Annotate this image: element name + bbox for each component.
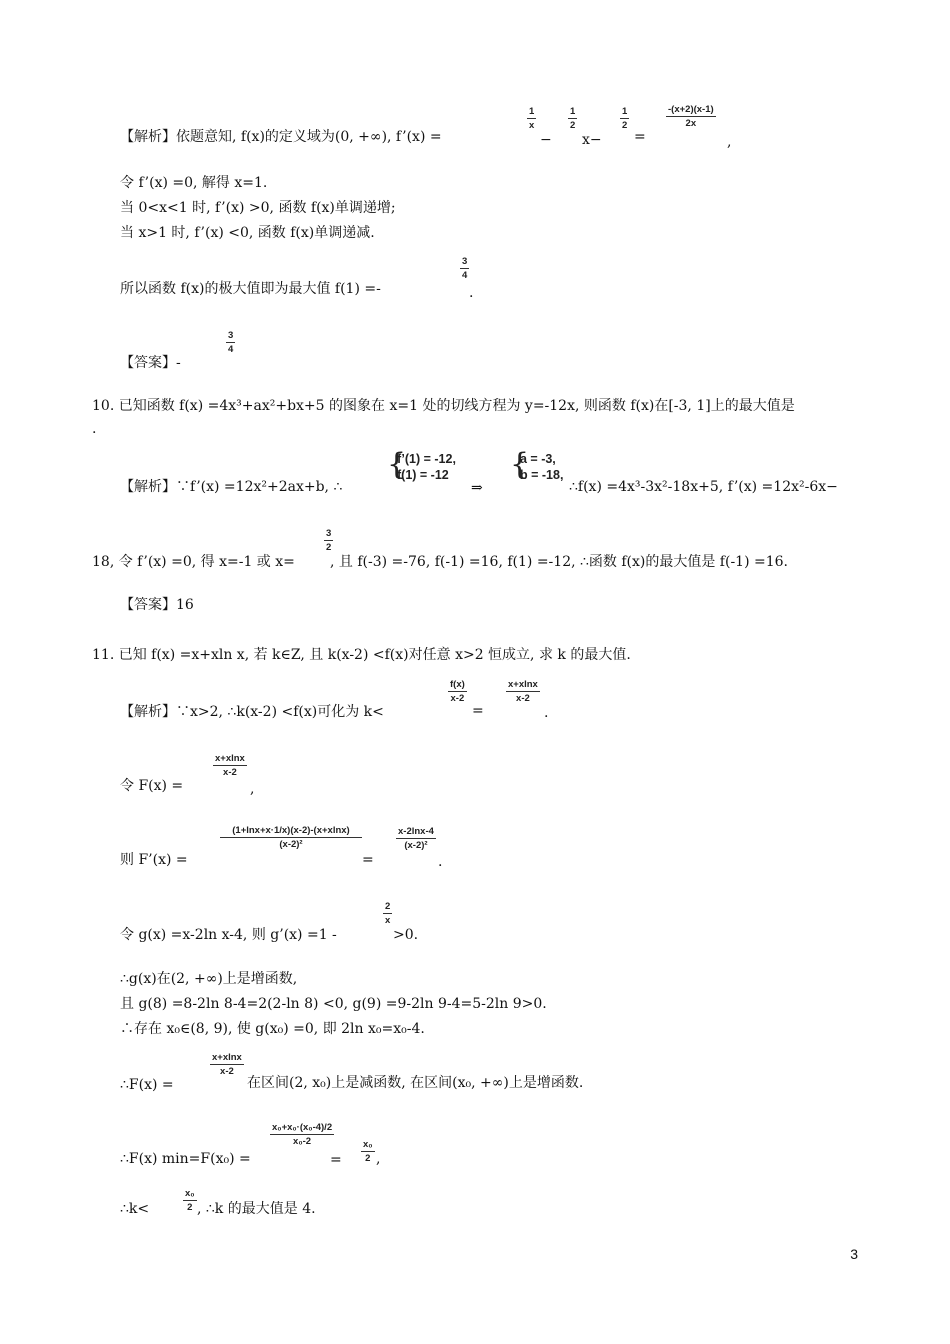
define-g: 令 g(x) =x-2ln x-4, 则 g’(x) =1 - — [120, 927, 337, 943]
equals-sign-3: = — [362, 852, 374, 868]
F-monotonic-start: ∴F(x) = — [120, 1077, 174, 1093]
fraction-derivative: -(x+2)(x-1) 2x — [668, 104, 714, 129]
k-max: , ∴k 的最大值是 4. — [197, 1201, 316, 1217]
fraction-F-definition: x+xlnx x-2 — [215, 753, 245, 778]
question-10: 10. 已知函数 f(x) =4x³+ax²+bx+5 的图象在 x=1 处的切线方程为 y=-12x, 则函数 f(x)在[-3, 1]上的最大值是 — [92, 398, 795, 414]
comma-2: , — [250, 781, 255, 797]
fraction-1-over-x: 1 x — [529, 106, 535, 131]
answer-line-10: 【答案】16 — [120, 597, 194, 613]
system-eq-2a: a = -3, — [520, 452, 556, 466]
analysis-10-values: , 且 f(-3) =-76, f(-1) =16, f(1) =-12, ∴函数 f(x)的最大值是 f(-1) =16. — [330, 554, 788, 570]
F-monotonic-intervals: 在区间(2, x₀)上是减函数, 在区间(x₀, +∞)上是增函数. — [247, 1075, 584, 1091]
fraction-1-over-2-b: 1 2 — [622, 106, 628, 131]
analysis-line-increasing: 当 0<x<1 时, f’(x) >0, 函数 f(x)单调递增; — [120, 200, 396, 216]
fraction-x0-over-2-b: x₀ 2 — [185, 1188, 195, 1213]
equals-sign-2: = — [472, 703, 484, 719]
analysis-10-critical: 18, 令 f’(x) =0, 得 x=-1 或 x= — [92, 554, 295, 570]
x-minus-text: x− — [582, 132, 602, 148]
fraction-3-over-4-b: 3 4 — [228, 330, 234, 355]
fraction-F-derivative-full: (1+lnx+x·1/x)(x-2)-(x+xlnx) (x-2)² — [220, 825, 362, 850]
analysis-10-start: 【解析】∵f’(x) =12x²+2ax+b, ∴ — [120, 479, 343, 495]
fraction-3-over-4-a: 3 4 — [462, 256, 468, 281]
define-F: 令 F(x) = — [120, 778, 184, 794]
analysis-line-decreasing: 当 x>1 时, f’(x) <0, 函数 f(x)单调递减. — [120, 225, 375, 241]
fraction-F-derivative-simplified: x-2lnx-4 (x-2)² — [398, 826, 434, 851]
question-11: 11. 已知 f(x) =x+xln x, 若 k∈Z, 且 k(x-2) <f(x)对任意 x>2 恒成立, 求 k 的最大值. — [92, 647, 631, 663]
fraction-3-over-2: 3 2 — [326, 528, 332, 553]
analysis-11-start: 【解析】∵x>2, ∴k(x-2) <f(x)可化为 k< — [120, 704, 384, 720]
system-eq-1b: f(1) = -12 — [397, 468, 449, 482]
system-eq-2b: b = -18, — [520, 468, 564, 482]
implies-arrow: ⇒ — [471, 480, 483, 496]
comma-3: , — [376, 1151, 381, 1167]
fraction-f-expression: x+xlnx x-2 — [508, 679, 538, 704]
comma: , — [727, 134, 732, 150]
k-bound: ∴k< — [120, 1201, 150, 1217]
period: . — [469, 285, 474, 301]
question-10-blank: . — [92, 421, 97, 437]
analysis-10-function: ∴f(x) =4x³-3x²-18x+5, f’(x) =12x²-6x− — [569, 479, 838, 495]
minus-sign: − — [540, 132, 552, 148]
equals-sign-4: = — [330, 1152, 342, 1168]
analysis-line-root: 令 f’(x) =0, 解得 x=1. — [120, 175, 268, 191]
fraction-2-over-x: 2 x — [385, 901, 391, 926]
fraction-1-over-2-a: 1 2 — [570, 106, 576, 131]
left-brace-1: { — [387, 447, 407, 482]
answer-line-9: 【答案】- — [120, 355, 181, 371]
page-number: 3 — [850, 1246, 858, 1262]
greater-zero: >0. — [393, 927, 419, 943]
fraction-fx-over-x-minus-2: f(x) x-2 — [450, 679, 465, 704]
exists-x0: ∴存在 x₀∈(8, 9), 使 g(x₀) =0, 即 2ln x₀=x₀-4. — [120, 1021, 425, 1037]
analysis-line-maximum: 所以函数 f(x)的极大值即为最大值 f(1) =- — [120, 281, 381, 297]
fraction-F-min-value: x₀+x₀·(x₀-4)/2 x₀-2 — [272, 1122, 333, 1147]
system-eq-1a: f’(1) = -12, — [397, 452, 456, 466]
left-brace-2: { — [510, 447, 530, 482]
fraction-x0-over-2-a: x₀ 2 — [363, 1139, 373, 1164]
g-values: 且 g(8) =8-2ln 8-4=2(2-ln 8) <0, g(9) =9-2ln 9-4=5-2ln 9>0. — [120, 996, 547, 1012]
g-increasing: ∴g(x)在(2, +∞)上是增函数, — [120, 971, 298, 987]
fraction-F-again: x+xlnx x-2 — [212, 1052, 242, 1077]
equals-sign: = — [634, 129, 646, 145]
F-minimum: ∴F(x) min=F(x₀) = — [120, 1151, 251, 1167]
period-3: . — [438, 854, 443, 870]
analysis-line-domain: 【解析】依题意知, f(x)的定义域为(0, +∞), f’(x) = — [120, 129, 442, 145]
period-2: . — [544, 705, 549, 721]
F-derivative-label: 则 F’(x) = — [120, 852, 188, 868]
